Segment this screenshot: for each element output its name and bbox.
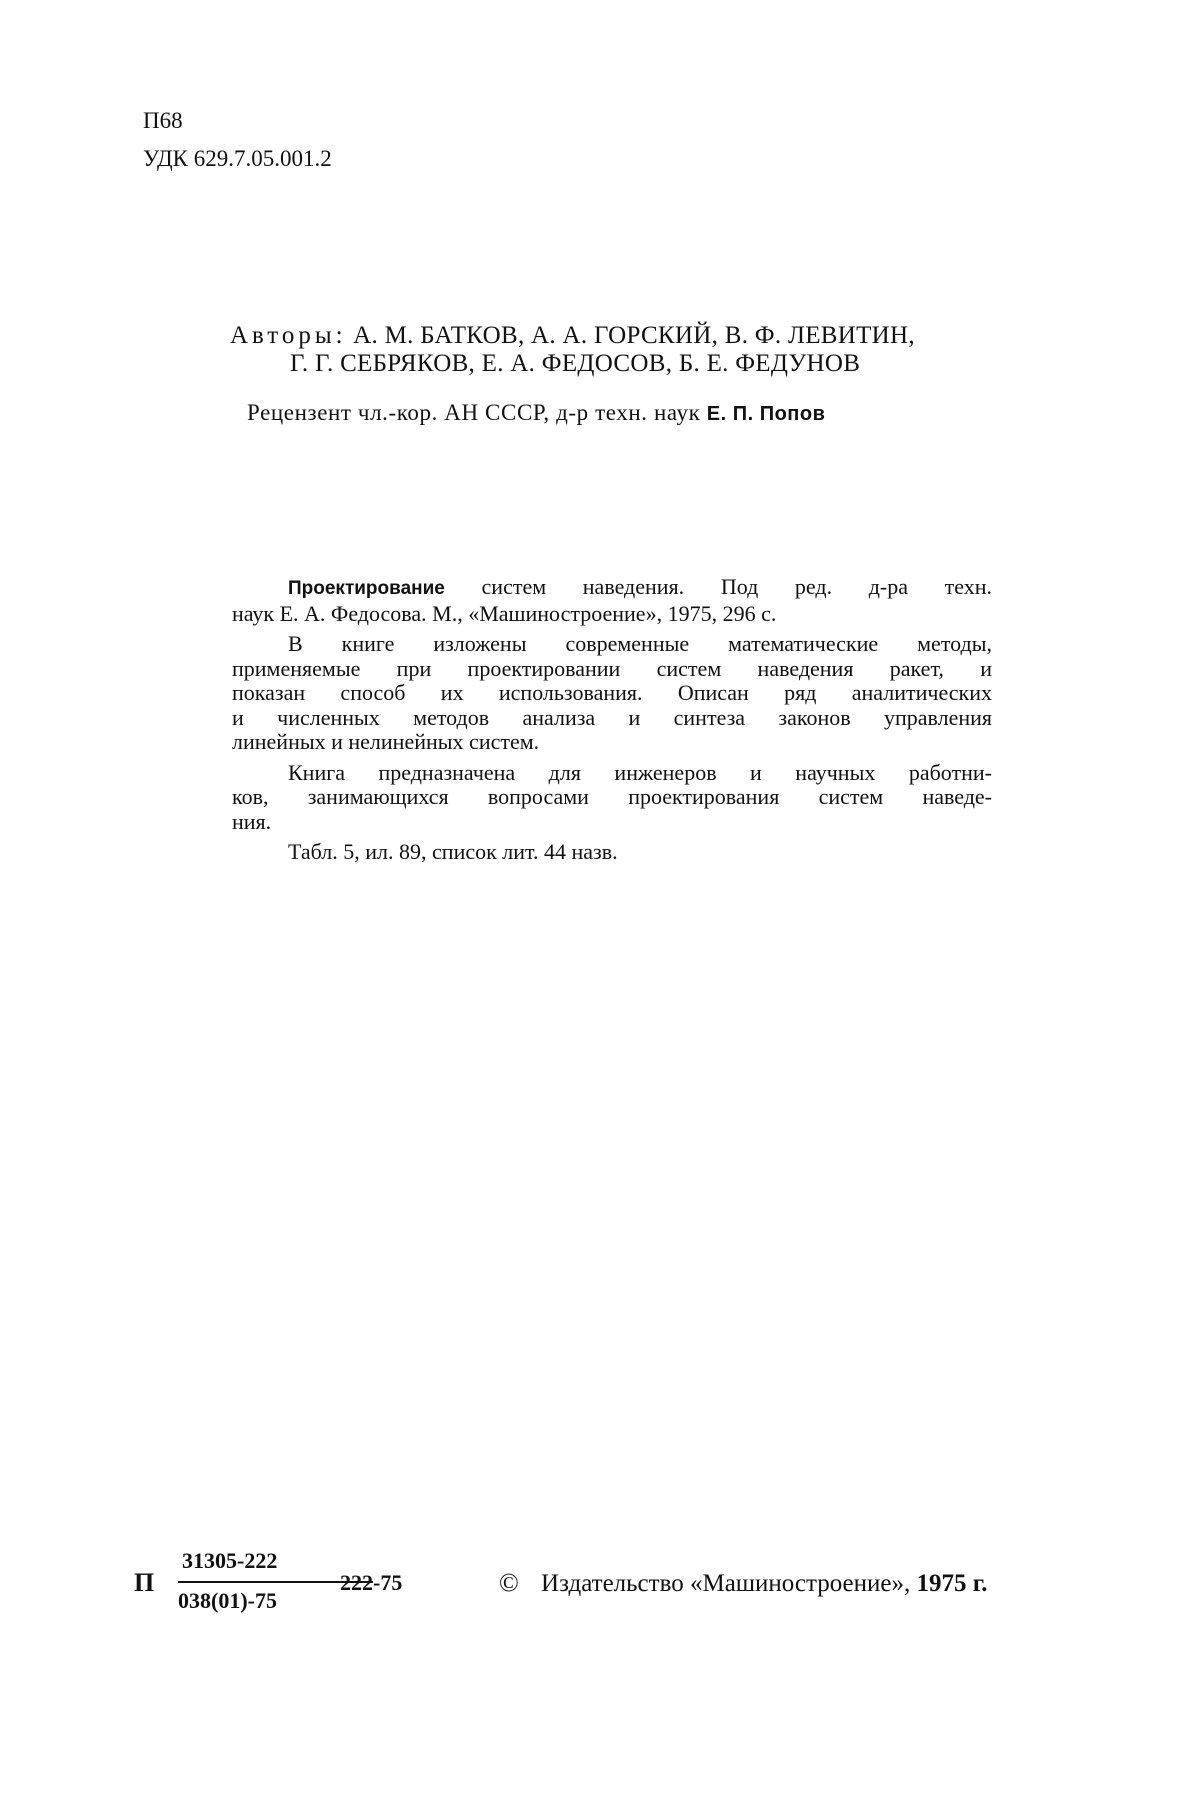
abstract-paragraph-2 — [232, 761, 992, 835]
abstract-title-bold: Проектирование — [288, 578, 445, 599]
abstract-p2-line: Книга предназначена для инженеров и научных работни- — [288, 759, 992, 785]
abstract-p1-line: показан способ их использования. Описан ряд аналитических — [232, 680, 992, 705]
abstract-p2-line: ков, занимающихся вопросами проектирования систем наведе- — [232, 784, 992, 809]
imprint-fraction — [178, 1548, 338, 1614]
abstract-paragraph-3: Табл. 5, ил. 89, список лит. 44 назв. — [288, 839, 618, 864]
abstract-p1-line: применяемые при проектировании систем наведения ракет, и — [232, 655, 992, 681]
publication-year: 1975 г. — [916, 1570, 988, 1597]
imprint-numerator: 31305-222 — [182, 1548, 278, 1573]
authors-line-1 — [230, 322, 915, 350]
abstract-p2-line: ния. — [232, 808, 272, 834]
abstract-title — [232, 575, 992, 626]
imprint-index: 222-75 — [340, 1570, 403, 1595]
copyright-icon: © — [499, 1568, 519, 1597]
abstract-p1-line: и численных методов анализа и синтеза законов управления — [232, 704, 992, 730]
authors-label: Авторы: — [230, 322, 347, 349]
udk-code: УДК 629.7.05.001.2 — [143, 146, 332, 171]
reviewer-name: Е. П. Попов — [706, 403, 826, 425]
abstract-title-line-2: наук Е. А. Федосова. М., «Машиностроение», 1975, 296 с. — [232, 600, 777, 626]
reviewer — [247, 400, 825, 426]
abstract-title-line-1: Проектирование систем наведения. Под ред. д-ра техн. — [288, 574, 993, 599]
imprint-denominator: 038(01)-75 — [178, 1588, 277, 1613]
imprint-letter: П — [134, 1568, 155, 1597]
abstract-p1-line: линейных и нелинейных систем. — [232, 729, 540, 754]
authors-line-2: Г. Г. СЕБРЯКОВ, Е. А. ФЕДОСОВ, Б. Е. ФЕДУНОВ — [290, 350, 861, 377]
catalog-code: П68 — [143, 108, 183, 133]
publisher: Издательство «Машиностроение», — [541, 1570, 911, 1597]
bibliographic-abstract — [232, 575, 992, 871]
copyright — [499, 1568, 988, 1598]
imprint — [134, 1548, 1074, 1638]
reviewer-prefix: Рецензент чл.-кор. АН СССР, д-р техн. наук — [247, 400, 701, 425]
abstract-paragraph-1 — [232, 632, 992, 755]
authors-names-1: А. М. БАТКОВ, А. А. ГОРСКИЙ, В. Ф. ЛЕВИТИН, — [353, 322, 915, 349]
abstract-p1-line: В книге изложены современные математические методы, — [288, 631, 992, 656]
